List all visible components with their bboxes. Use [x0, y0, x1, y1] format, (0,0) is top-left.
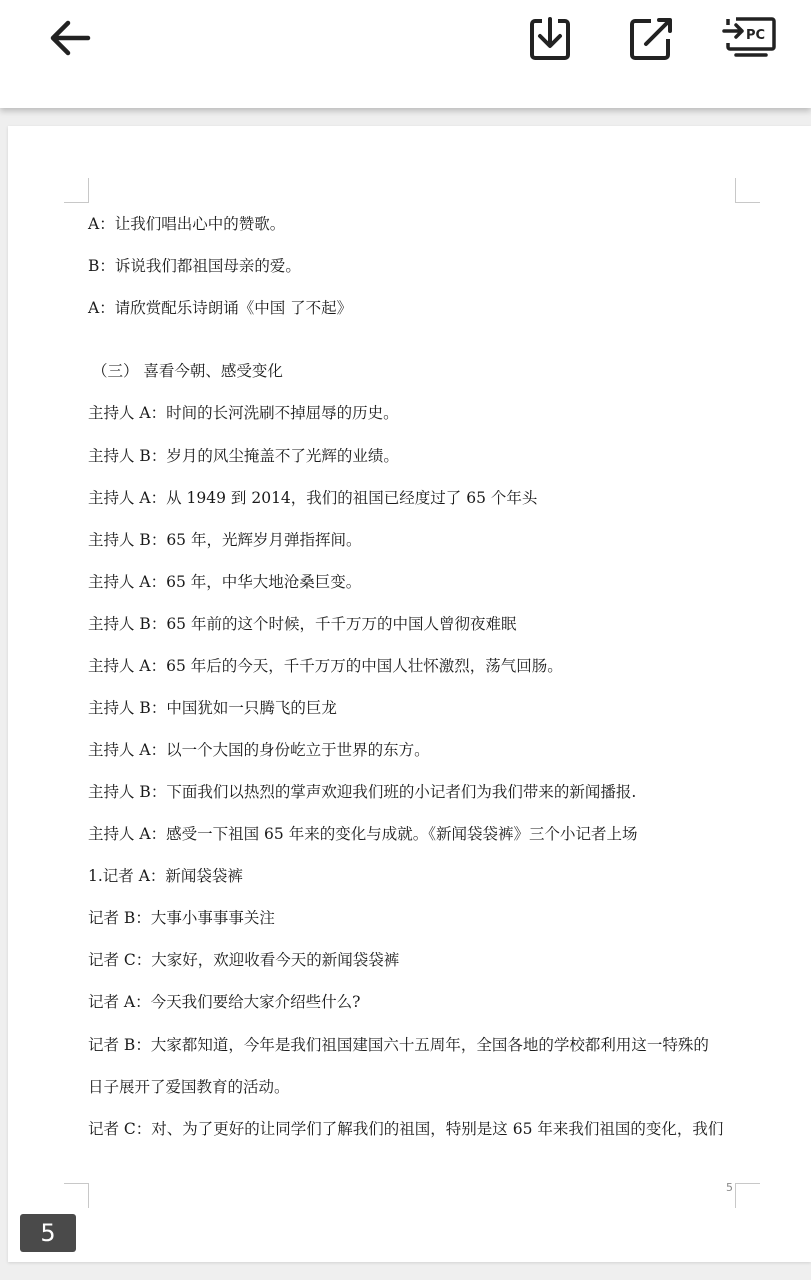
doc-line: 主持人 B：65 年前的这个时候，千千万万的中国人曾彻夜难眠 [88, 615, 517, 633]
page-footer-number: 5 [726, 1181, 733, 1194]
doc-line: 主持人 B：岁月的风尘掩盖不了光辉的业绩。 [88, 447, 399, 465]
crop-mark-top-right [735, 178, 760, 203]
edit-button[interactable] [620, 8, 680, 68]
document-page [8, 126, 811, 1262]
crop-mark-bottom-left [64, 1183, 89, 1208]
download-icon [525, 13, 575, 63]
send-to-pc-button[interactable] [720, 8, 780, 68]
doc-line: 记者 C：对、为了更好的让同学们了解我们的祖国，特别是这 65 年来我们祖国的变化，我们 [88, 1120, 724, 1138]
doc-line: 1.记者 A：新闻袋袋裤 [88, 867, 243, 885]
pc-label: PC [746, 28, 766, 43]
doc-line: 日子展开了爱国教育的活动。 [88, 1078, 290, 1096]
arrow-left-icon [46, 14, 94, 62]
crop-mark-bottom-right [735, 1183, 760, 1208]
doc-line: 记者 B：大家都知道，今年是我们祖国建国六十五周年，全国各地的学校都利用这一特殊的 [88, 1036, 709, 1054]
back-button[interactable] [40, 8, 100, 68]
edit-icon [625, 13, 675, 63]
doc-line: 主持人 A：从 1949 到 2014，我们的祖国已经度过了 65 个年头 [88, 489, 538, 507]
doc-line: 主持人 A：以一个大国的身份屹立于世界的东方。 [88, 741, 430, 759]
crop-mark-top-left [64, 178, 89, 203]
page-indicator: 5 [20, 1214, 76, 1252]
doc-line: 主持人 B：下面我们以热烈的掌声欢迎我们班的小记者们为我们带来的新闻播报. [88, 783, 637, 801]
doc-line: 主持人 A：时间的长河洗刷不掉屈辱的历史。 [88, 404, 399, 422]
doc-line: 记者 A：今天我们要给大家介绍些什么? [88, 993, 361, 1011]
doc-line: A：请欣赏配乐诗朗诵《中国 了不起》 [88, 299, 353, 317]
download-button[interactable] [520, 8, 580, 68]
doc-line: B：诉说我们都祖国母亲的爱。 [88, 257, 301, 275]
doc-line: 主持人 B：中国犹如一只腾飞的巨龙 [88, 699, 337, 717]
doc-line: 记者 C：大家好，欢迎收看今天的新闻袋袋裤 [88, 951, 400, 969]
section-heading: （三） 喜看今朝、感受变化 [92, 362, 283, 380]
doc-line: 记者 B：大事小事事事关注 [88, 909, 275, 927]
doc-line: 主持人 B：65 年，光辉岁月弹指挥间。 [88, 531, 362, 549]
send-to-pc-icon [722, 13, 778, 63]
doc-line: A：让我们唱出心中的赞歌。 [88, 215, 286, 233]
doc-line: 主持人 A：感受一下祖国 65 年来的变化与成就。《新闻袋袋裤》三个小记者上场 [88, 825, 638, 843]
doc-line: 主持人 A：65 年，中华大地沧桑巨变。 [88, 573, 362, 591]
doc-line: 主持人 A：65 年后的今天，千千万万的中国人壮怀激烈，荡气回肠。 [88, 657, 563, 675]
top-toolbar [0, 0, 811, 108]
